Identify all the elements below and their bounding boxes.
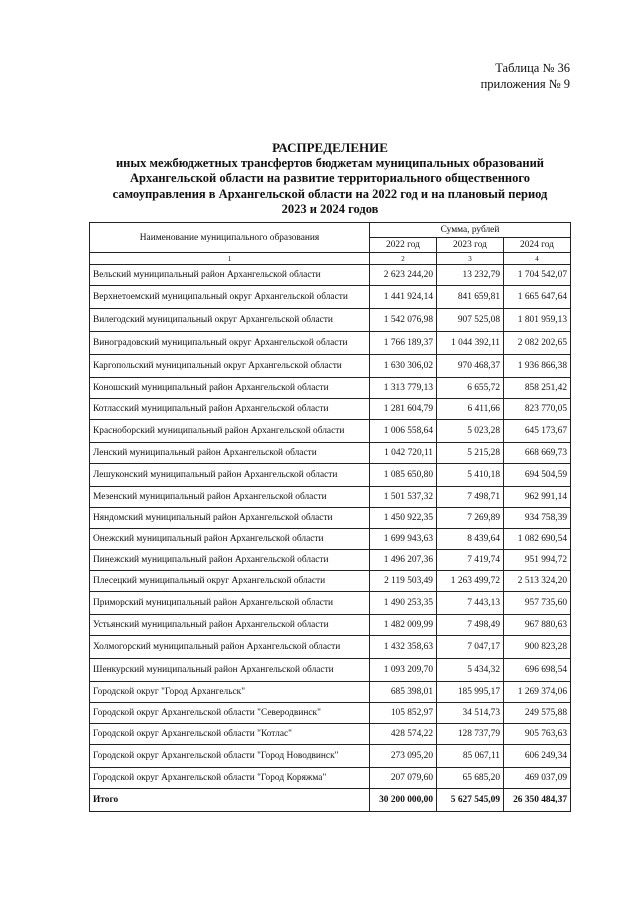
value-2023: 8 439,64 (437, 529, 504, 550)
table-row (90, 443, 571, 464)
value-2023: 13 232,79 (437, 265, 504, 286)
table-row (90, 703, 571, 724)
total-2024: 26 350 484,37 (504, 789, 571, 812)
value-2024: 967 880,63 (504, 615, 571, 636)
distribution-table (89, 222, 571, 812)
value-2024: 645 173,67 (504, 420, 571, 443)
title-line-1: РАСПРЕДЕЛЕНИЕ (272, 140, 388, 155)
value-2023: 7 443,13 (437, 592, 504, 615)
municipality-name: Верхнетоемский муниципальный округ Архангельской области (90, 286, 370, 309)
value-2022: 1 441 924,14 (370, 286, 437, 309)
municipality-name: Мезенский муниципальный район Архангельской области (90, 487, 370, 508)
column-number-3: 3 (437, 253, 504, 265)
table-row (90, 636, 571, 659)
municipality-name: Шенкурский муниципальный район Архангельской области (90, 659, 370, 682)
value-2022: 1 542 076,98 (370, 309, 437, 332)
value-2024: 900 823,28 (504, 636, 571, 659)
title-line-5: 2023 и 2024 годов (281, 202, 379, 216)
value-2022: 105 852,97 (370, 703, 437, 724)
value-2023: 5 215,28 (437, 443, 504, 464)
value-2023: 7 047,17 (437, 636, 504, 659)
municipality-name: Городской округ "Город Архангельск" (90, 682, 370, 703)
table-row (90, 464, 571, 487)
table-row (90, 592, 571, 615)
value-2023: 5 023,28 (437, 420, 504, 443)
table-number: Таблица № 36 (495, 61, 570, 75)
value-2023: 185 995,17 (437, 682, 504, 703)
value-2022: 2 119 503,49 (370, 571, 437, 592)
title-line-3: Архангельской области на развитие территориального общественного (130, 171, 530, 185)
municipality-name: Пинежский муниципальный район Архангельской области (90, 550, 370, 571)
table-row (90, 659, 571, 682)
value-2024: 957 735,60 (504, 592, 571, 615)
table-row (90, 309, 571, 332)
municipality-name: Красноборский муниципальный район Архангельской области (90, 420, 370, 443)
municipality-name: Городской округ Архангельской области "Город Новодвинск" (90, 745, 370, 768)
value-2022: 1 630 306,02 (370, 355, 437, 378)
value-2022: 1 042 720,11 (370, 443, 437, 464)
total-2022: 30 200 000,00 (370, 789, 437, 812)
value-2022: 1 432 358,63 (370, 636, 437, 659)
municipality-name: Вилегодский муниципальный округ Архангельской области (90, 309, 370, 332)
table-row (90, 682, 571, 703)
table-row (90, 265, 571, 286)
value-2023: 85 067,11 (437, 745, 504, 768)
value-2024: 668 669,73 (504, 443, 571, 464)
value-2023: 5 410,18 (437, 464, 504, 487)
table-row (90, 420, 571, 443)
value-2024: 858 251,42 (504, 378, 571, 399)
table-caption (481, 60, 570, 92)
table-row (90, 508, 571, 529)
value-2023: 34 514,73 (437, 703, 504, 724)
value-2024: 934 758,39 (504, 508, 571, 529)
appendix-number: приложения № 9 (480, 77, 570, 91)
table-row (90, 378, 571, 399)
municipality-name: Ленский муниципальный район Архангельской области (90, 443, 370, 464)
value-2023: 7 419,74 (437, 550, 504, 571)
total-label: Итого (90, 789, 370, 812)
column-header-sum: Сумма, рублей (370, 223, 571, 238)
value-2024: 469 037,09 (504, 768, 571, 789)
value-2024: 1 269 374,06 (504, 682, 571, 703)
column-header-name: Наименование муниципального образования (90, 223, 370, 253)
municipality-name: Холмогорский муниципальный район Архангельской области (90, 636, 370, 659)
table-row (90, 745, 571, 768)
municipality-name: Коношский муниципальный район Архангельской области (90, 378, 370, 399)
value-2024: 696 698,54 (504, 659, 571, 682)
value-2024: 694 504,59 (504, 464, 571, 487)
value-2022: 1 313 779,13 (370, 378, 437, 399)
value-2023: 1 263 499,72 (437, 571, 504, 592)
municipality-name: Няндомский муниципальный район Архангельской области (90, 508, 370, 529)
table-row (90, 286, 571, 309)
value-2023: 1 044 392,11 (437, 332, 504, 355)
column-header-2023: 2023 год (437, 238, 504, 253)
table-row (90, 399, 571, 420)
table-row (90, 529, 571, 550)
column-number-1: 1 (90, 253, 370, 265)
value-2024: 2 513 324,20 (504, 571, 571, 592)
value-2024: 951 994,72 (504, 550, 571, 571)
value-2022: 1 766 189,37 (370, 332, 437, 355)
municipality-name: Каргопольский муниципальный округ Архангельской области (90, 355, 370, 378)
table-row (90, 550, 571, 571)
municipality-name: Лешуконский муниципальный район Архангельской области (90, 464, 370, 487)
value-2023: 5 434,32 (437, 659, 504, 682)
value-2022: 1 482 009,99 (370, 615, 437, 636)
value-2023: 841 659,81 (437, 286, 504, 309)
table-row (90, 571, 571, 592)
value-2024: 1 082 690,54 (504, 529, 571, 550)
value-2022: 207 079,60 (370, 768, 437, 789)
value-2022: 273 095,20 (370, 745, 437, 768)
municipality-name: Устьянский муниципальный район Архангельской области (90, 615, 370, 636)
value-2022: 1 281 604,79 (370, 399, 437, 420)
table-row (90, 768, 571, 789)
municipality-name: Плесецкий муниципальный округ Архангельской области (90, 571, 370, 592)
municipality-name: Вельский муниципальный район Архангельской области (90, 265, 370, 286)
value-2023: 7 269,89 (437, 508, 504, 529)
value-2022: 1 490 253,35 (370, 592, 437, 615)
value-2022: 1 699 943,63 (370, 529, 437, 550)
value-2023: 6 655,72 (437, 378, 504, 399)
municipality-name: Онежский муниципальный район Архангельской области (90, 529, 370, 550)
total-2023: 5 627 545,09 (437, 789, 504, 812)
title-line-4: самоуправления в Архангельской области на 2022 год и на плановый период (112, 186, 548, 201)
municipality-name: Городской округ Архангельской области "Город Коряжма" (90, 768, 370, 789)
column-header-2024: 2024 год (504, 238, 571, 253)
value-2024: 606 249,34 (504, 745, 571, 768)
value-2022: 1 501 537,32 (370, 487, 437, 508)
value-2022: 1 085 650,80 (370, 464, 437, 487)
value-2024: 2 082 202,65 (504, 332, 571, 355)
municipality-name: Городской округ Архангельской области "Котлас" (90, 724, 370, 745)
table-row (90, 355, 571, 378)
value-2023: 128 737,79 (437, 724, 504, 745)
municipality-name: Виноградовский муниципальный округ Архангельской области (90, 332, 370, 355)
value-2024: 1 936 866,38 (504, 355, 571, 378)
document-title (90, 140, 570, 218)
table-row (90, 487, 571, 508)
value-2022: 428 574,22 (370, 724, 437, 745)
value-2022: 2 623 244,20 (370, 265, 437, 286)
column-number-4: 4 (504, 253, 571, 265)
value-2024: 905 763,63 (504, 724, 571, 745)
table-row (90, 615, 571, 636)
value-2022: 1 006 558,64 (370, 420, 437, 443)
municipality-name: Котласский муниципальный район Архангельской области (90, 399, 370, 420)
table-row (90, 724, 571, 745)
value-2022: 1 496 207,36 (370, 550, 437, 571)
value-2024: 962 991,14 (504, 487, 571, 508)
column-number-2: 2 (370, 253, 437, 265)
value-2024: 823 770,05 (504, 399, 571, 420)
column-header-2022: 2022 год (370, 238, 437, 253)
value-2023: 7 498,71 (437, 487, 504, 508)
value-2024: 1 801 959,13 (504, 309, 571, 332)
municipality-name: Городской округ Архангельской области "Северодвинск" (90, 703, 370, 724)
value-2024: 1 665 647,64 (504, 286, 571, 309)
value-2022: 685 398,01 (370, 682, 437, 703)
table-row (90, 332, 571, 355)
value-2023: 65 685,20 (437, 768, 504, 789)
value-2023: 907 525,08 (437, 309, 504, 332)
total-row (90, 789, 571, 812)
value-2024: 249 575,88 (504, 703, 571, 724)
value-2023: 6 411,66 (437, 399, 504, 420)
title-line-2: иных межбюджетных трансфертов бюджетам муниципальных образований (115, 155, 545, 170)
value-2022: 1 450 922,35 (370, 508, 437, 529)
value-2024: 1 704 542,07 (504, 265, 571, 286)
municipality-name: Приморский муниципальный район Архангельской области (90, 592, 370, 615)
value-2023: 7 498,49 (437, 615, 504, 636)
value-2022: 1 093 209,70 (370, 659, 437, 682)
value-2023: 970 468,37 (437, 355, 504, 378)
